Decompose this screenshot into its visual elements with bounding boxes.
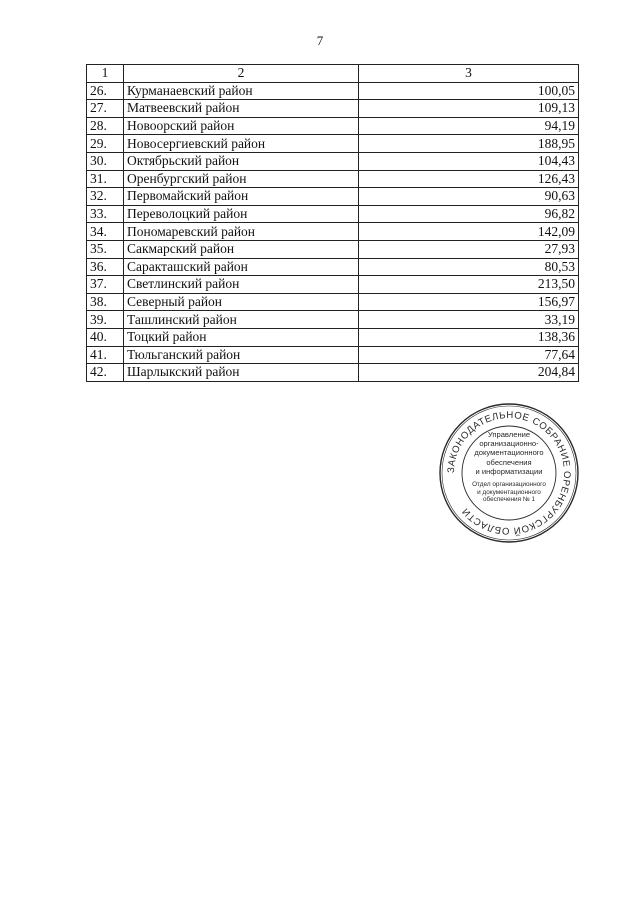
district-name-cell: Оренбургский район	[124, 170, 359, 188]
value-cell: 204,84	[359, 364, 579, 382]
row-number-cell: 28.	[87, 117, 124, 135]
table-row	[87, 135, 579, 153]
row-number-cell: 35.	[87, 240, 124, 258]
district-name-cell: Первомайский район	[124, 188, 359, 206]
row-number-cell: 27.	[87, 100, 124, 118]
row-number-cell: 41.	[87, 346, 124, 364]
row-number-cell: 26.	[87, 82, 124, 100]
district-name-cell: Октябрьский район	[124, 152, 359, 170]
table-row	[87, 328, 579, 346]
table-row	[87, 293, 579, 311]
row-number-cell: 33.	[87, 205, 124, 223]
value-cell: 126,43	[359, 170, 579, 188]
table-row	[87, 100, 579, 118]
value-cell: 90,63	[359, 188, 579, 206]
seal-line: и информатизации	[475, 466, 543, 476]
value-cell: 138,36	[359, 328, 579, 346]
district-name-cell: Новосергиевский район	[124, 135, 359, 153]
row-number-cell: 37.	[87, 276, 124, 294]
data-table	[86, 64, 579, 382]
table-row	[87, 82, 579, 100]
seal-inner-text	[472, 430, 546, 504]
row-number-cell: 36.	[87, 258, 124, 276]
row-number-cell: 40.	[87, 328, 124, 346]
district-name-cell: Тюльганский район	[124, 346, 359, 364]
row-number-cell: 30.	[87, 152, 124, 170]
district-name-cell: Светлинский район	[124, 276, 359, 294]
header-cell-3: 3	[359, 65, 579, 83]
row-number-cell: 34.	[87, 223, 124, 241]
value-cell: 27,93	[359, 240, 579, 258]
district-name-cell: Матвеевский район	[124, 100, 359, 118]
row-number-cell: 29.	[87, 135, 124, 153]
value-cell: 80,53	[359, 258, 579, 276]
value-cell: 33,19	[359, 311, 579, 329]
seal-line: обеспечения	[486, 457, 532, 467]
value-cell: 94,19	[359, 117, 579, 135]
seal-line: и документационного	[477, 488, 541, 496]
row-number-cell: 39.	[87, 311, 124, 329]
value-cell: 142,09	[359, 223, 579, 241]
district-name-cell: Переволоцкий район	[124, 205, 359, 223]
value-cell: 213,50	[359, 276, 579, 294]
table-row	[87, 258, 579, 276]
seal-line: обеспечения № 1	[482, 496, 536, 504]
table-row	[87, 170, 579, 188]
table-header-row	[87, 65, 579, 83]
table-row	[87, 311, 579, 329]
table-row	[87, 117, 579, 135]
seal-line: Отдел организационного	[472, 481, 546, 489]
official-seal	[438, 402, 580, 544]
row-number-cell: 38.	[87, 293, 124, 311]
seal-line: Управление	[487, 430, 531, 439]
seal-line: организационно-	[479, 439, 539, 449]
value-cell: 156,97	[359, 293, 579, 311]
value-cell: 96,82	[359, 205, 579, 223]
district-name-cell: Сакмарский район	[124, 240, 359, 258]
value-cell: 77,64	[359, 346, 579, 364]
table-row	[87, 188, 579, 206]
table-row	[87, 223, 579, 241]
district-name-cell: Курманаевский район	[124, 82, 359, 100]
table-row	[87, 346, 579, 364]
row-number-cell: 32.	[87, 188, 124, 206]
value-cell: 100,05	[359, 82, 579, 100]
district-name-cell: Новоорский район	[124, 117, 359, 135]
table-row	[87, 205, 579, 223]
district-name-cell: Пономаревский район	[124, 223, 359, 241]
table-row	[87, 152, 579, 170]
district-name-cell: Шарлыкский район	[124, 364, 359, 382]
table-row	[87, 364, 579, 382]
value-cell: 104,43	[359, 152, 579, 170]
row-number-cell: 42.	[87, 364, 124, 382]
district-name-cell: Саракташский район	[124, 258, 359, 276]
header-cell-2: 2	[124, 65, 359, 83]
district-name-cell: Ташлинский район	[124, 311, 359, 329]
district-name-cell: Северный район	[124, 293, 359, 311]
page-number: 7	[316, 33, 324, 48]
header-cell-1: 1	[87, 65, 124, 83]
table-row	[87, 276, 579, 294]
seal-ring-text: ЗАКОНОДАТЕЛЬНОЕ СОБРАНИЕ ОРЕНБУРГСКОЙ ОБЛАСТИ	[445, 409, 573, 537]
value-cell: 109,13	[359, 100, 579, 118]
seal-line: документационного	[474, 448, 544, 458]
value-cell: 188,95	[359, 135, 579, 153]
table-row	[87, 240, 579, 258]
row-number-cell: 31.	[87, 170, 124, 188]
district-name-cell: Тоцкий район	[124, 328, 359, 346]
